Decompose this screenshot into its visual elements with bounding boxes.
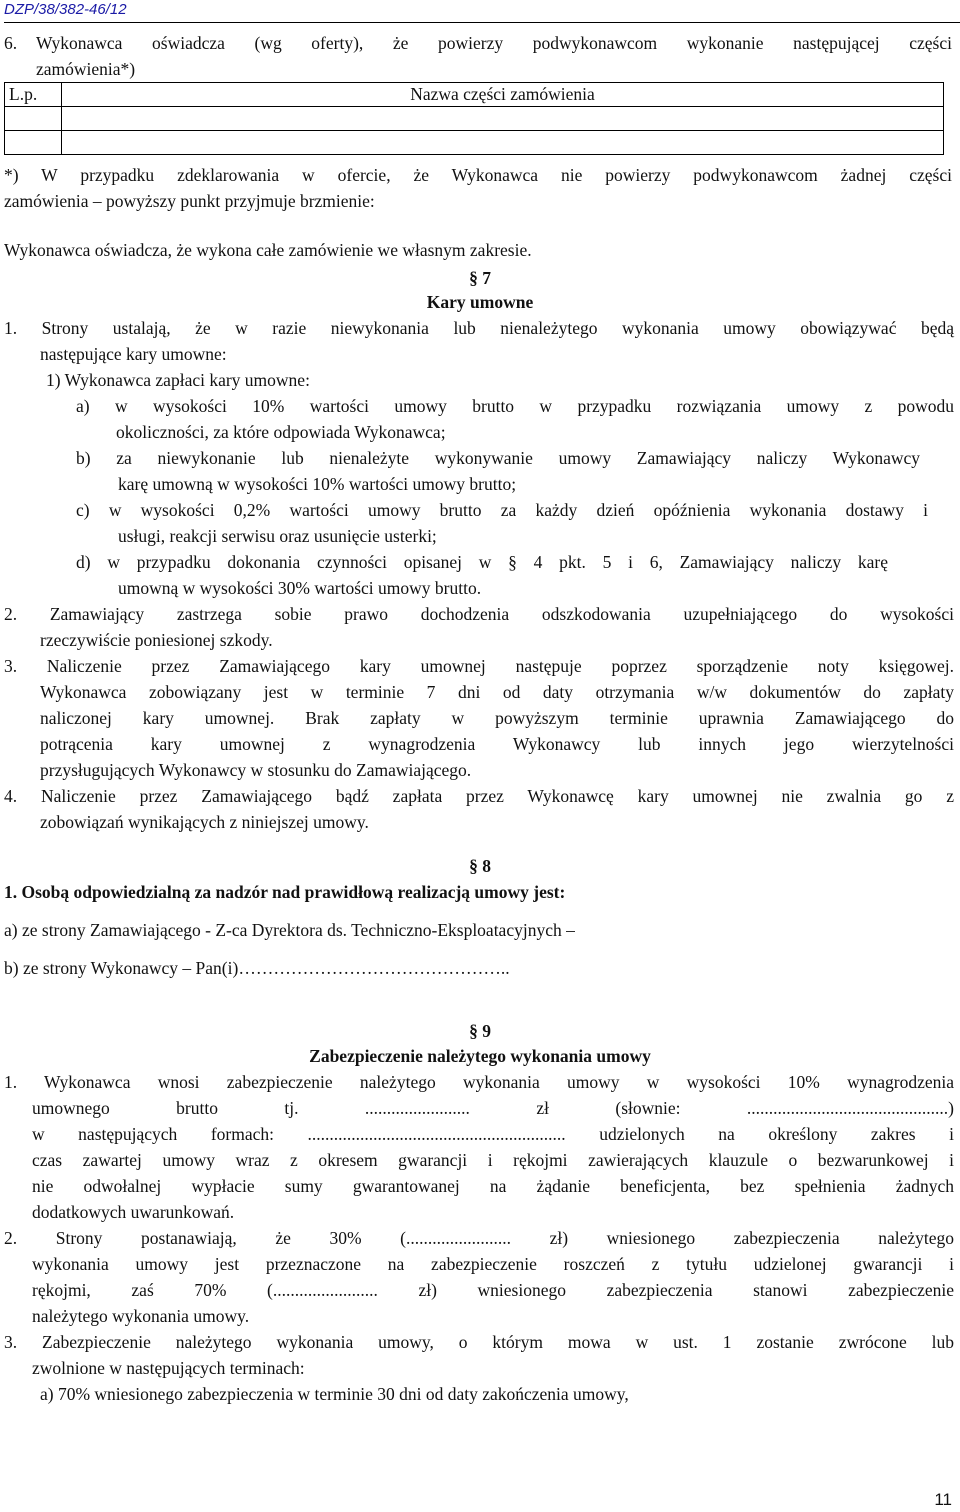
col-lp-header: L.p. [5,83,62,107]
footnote-statement: Wykonawca oświadcza, że wykona całe zamówienie we własnym zakresie. [4,240,532,260]
sec9-p1-line3: w następujących formach: ........................................................... udzielonych na określony zakres i [32,1124,954,1144]
table-row [5,131,944,155]
section7-number: § 7 [469,268,491,288]
sec7-p3-line5: przysługujących Wykonawcy w stosunku do Zamawiającego. [40,760,472,780]
sec7-p3-line4: potrącenia kary umownej z wynagrodzenia Wykonawcy lub innych jego wierzytelności [40,734,954,754]
page-number: 11 [934,1490,952,1509]
sec8-a: a) ze strony Zamawiającego - Z-ca Dyrektora ds. Techniczno-Eksploatacyjnych – [4,920,575,940]
sec7-p1-line2: następujące kary umowne: [40,344,227,364]
table-row [5,107,944,131]
table-header-row [5,83,944,107]
sec9-p1-line6: dodatkowych uwarunkowań. [32,1202,235,1222]
sec7-c-line1: c) w wysokości 0,2% wartości umowy brutto za każdy dzień opóźnienia wykonania dostawy i [76,500,928,520]
table-cell [5,131,62,155]
sec9-p2-line3: rękojmi, zaś 70% (........................ zł) wniesionego zabezpieczenia stanowi zabezpieczenie [32,1280,954,1300]
sec7-b-line1: b) za niewykonanie lub nienależyte wykonywanie umowy Zamawiający naliczy Wykonawcy [76,448,920,468]
sec8-b: b) ze strony Wykonawcy – Pan(i)……………………………………….. [4,958,510,978]
table-cell [62,107,944,131]
sec7-p3-line1: 3. Naliczenie przez Zamawiającego kary umownej następuje poprzez sporządzenie noty księgowej. [4,656,954,676]
sec7-a-line2: okoliczności, za które odpowiada Wykonawca; [116,422,446,442]
sec7-p1-sub: 1) Wykonawca zapłaci kary umowne: [46,370,310,390]
sec7-a-line1: a) w wysokości 10% wartości umowy brutto w przypadku rozwiązania umowy z powodu [76,396,954,416]
sec7-p1-line1: 1. Strony ustalają, że w razie niewykonania lub nienależytego wykonania umowy obowiązywać będą [4,318,954,338]
sec7-d-line2: umowną w wysokości 30% wartości umowy brutto. [118,578,482,598]
sec7-d-line1: d) w przypadku dokonania czynności opisanej w § 4 pkt. 5 i 6, Zamawiający naliczy karę [76,552,888,572]
sec7-p2-line1: 2. Zamawiający zastrzega sobie prawo dochodzenia odszkodowania uzupełniającego do wysokości [4,604,954,624]
item6-line1: Wykonawca oświadcza (wg oferty), że powierzy podwykonawcom wykonanie następującej części [36,33,952,53]
table-cell [62,131,944,155]
sec7-b-line2: karę umowną w wysokości 10% wartości umowy brutto; [118,474,517,494]
item6-number: 6. [4,33,18,53]
sec9-p2-line4: należytego wykonania umowy. [32,1306,250,1326]
sec9-p3-a: a) 70% wniesionego zabezpieczenia w terminie 30 dni od daty zakończenia umowy, [40,1384,629,1404]
section9-title: Zabezpieczenie należytego wykonania umowy [309,1046,651,1066]
section7-title: Kary umowne [426,292,534,312]
section8-number: § 8 [469,856,491,876]
sec9-p2-line1: 2. Strony postanawiają, że 30% (........................ zł) wniesionego zabezpieczenia należytego [4,1228,954,1248]
sec9-p3-line2: zwolnione w następujących terminach: [32,1358,305,1378]
sec7-p4-line1: 4. Naliczenie przez Zamawiającego bądź zapłata przez Wykonawcę kary umownej nie zwalnia go z [4,786,954,806]
sec9-p1-line5: nie odwołalnej wypłacie sumy gwarantowanej na żądanie beneficjenta, bez spełnienia żadnych [32,1176,954,1196]
section9-number: § 9 [469,1021,491,1041]
sec7-p4-line2: zobowiązań wynikających z niniejszej umowy. [40,812,369,832]
sec9-p3-line1: 3. Zabezpieczenie należytego wykonania umowy, o którym mowa w ust. 1 zostanie zwrócone lub [4,1332,954,1352]
sec8-heading: 1. Osobą odpowiedzialną za nadzór nad prawidłową realizacją umowy jest: [4,882,566,902]
sec9-p1-line4: czas zawartej umowy wraz z okresem gwarancji i rękojmi zawierających klauzule o bezwarunkowej i [32,1150,954,1170]
footnote-line1: *) W przypadku zdeklarowania w ofercie, że Wykonawca nie powierzy podwykonawcom żadnej części [4,165,952,185]
sec9-p1-line1: 1. Wykonawca wnosi zabezpieczenie należytego wykonania umowy w wysokości 10% wynagrodzenia [4,1072,954,1092]
footnote-line2: zamówienia – powyższy punkt przyjmuje brzmienie: [4,191,375,211]
item6-line2: zamówienia*) [36,59,136,79]
document-reference: DZP/38/382-46/12 [4,1,127,18]
col-name-header: Nazwa części zamówienia [62,83,944,107]
header-rule [4,0,960,23]
table-cell [5,107,62,131]
sec9-p1-line2: umownego brutto tj. ........................ zł (słownie: ..............................................) [32,1098,954,1118]
sec7-c-line2: usługi, reakcji serwisu oraz usunięcie usterki; [118,526,437,546]
sec7-p3-line2: Wykonawca zobowiązany jest w terminie 7 dni od daty otrzymania w/w dokumentów do zapłaty [40,682,954,702]
subcontracting-table [4,82,944,155]
sec7-p2-line2: rzeczywiście poniesionej szkody. [40,630,273,650]
sec7-p3-line3: naliczonej kary umownej. Brak zapłaty w powyższym terminie uprawnia Zamawiającego do [40,708,954,728]
sec9-p2-line2: wykonania umowy jest przeznaczone na zabezpieczenie roszczeń z tytułu udzielonej gwarancji i [32,1254,954,1274]
